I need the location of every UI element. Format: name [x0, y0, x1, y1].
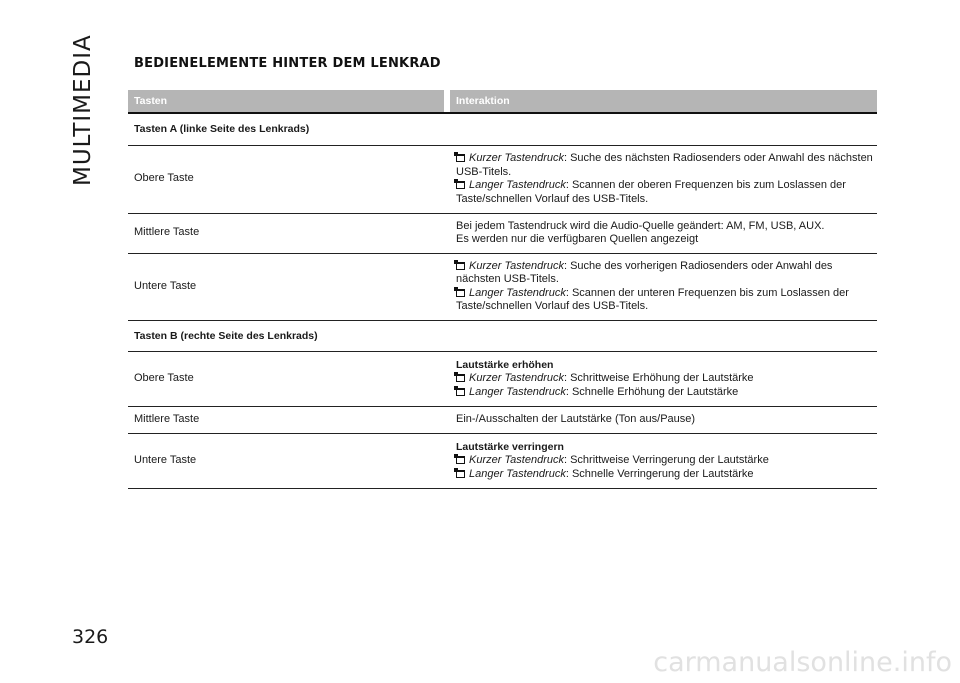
header-interaktion: Interaktion [450, 90, 877, 112]
table-row [128, 146, 877, 214]
description: : Suche des vorherigen Radiosenders oder Anwahl des nächsten USB-Titels. [456, 259, 833, 285]
list-item [456, 386, 877, 400]
bullet-icon [456, 181, 465, 189]
table-row [128, 214, 877, 254]
text-line: Es werden nur die verfügbaren Quellen angezeigt [456, 233, 699, 245]
row-label: Mittlere Taste [134, 413, 200, 426]
list-item [456, 260, 877, 287]
row-subtitle: Lautstärke verringern [456, 440, 564, 453]
term: Langer Tastendruck [469, 385, 566, 398]
row-interaction [450, 359, 877, 400]
description: : Scannen der unteren Frequenzen bis zum Loslassen der Taste/schnellen Vorlauf des USB-Titels. [456, 286, 849, 312]
term: Kurzer Tastendruck [469, 372, 564, 385]
chapter-side-label: MULTIMEDIA [70, 34, 96, 186]
row-label: Mittlere Taste [134, 226, 200, 239]
bullet-icon [456, 262, 465, 270]
description: : Suche des nächsten Radiosenders oder Anwahl des nächsten USB-Titels. [456, 152, 873, 178]
text-line: Bei jedem Tastendruck wird die Audio-Quelle geändert: AM, FM, USB, AUX. [456, 219, 825, 232]
controls-table [128, 90, 877, 489]
term: Kurzer Tastendruck [469, 454, 564, 467]
table-row [128, 352, 877, 407]
group-a-title: Tasten A (linke Seite des Lenkrads) [128, 114, 877, 146]
row-interaction [450, 441, 877, 482]
bullet-icon [456, 456, 465, 464]
list-item [456, 372, 877, 386]
row-label: Obere Taste [134, 372, 194, 385]
list-item [456, 179, 877, 206]
page-number: 326 [72, 626, 109, 648]
list-item [456, 468, 877, 482]
list-item [456, 287, 877, 314]
description: : Schnelle Erhöhung der Lautstärke [565, 385, 739, 398]
table-header [128, 90, 877, 114]
header-tasten: Tasten [128, 90, 444, 112]
row-label: Untere Taste [134, 454, 197, 467]
text-line: Ein-/Ausschalten der Lautstärke (Ton aus/Pause) [456, 413, 696, 426]
bullet-icon [456, 289, 465, 297]
section-title: BEDIENELEMENTE HINTER DEM LENKRAD [134, 56, 441, 71]
table-row [128, 254, 877, 321]
term: Langer Tastendruck [469, 286, 566, 299]
row-interaction [450, 152, 877, 206]
table-row [128, 407, 877, 434]
description: : Schrittweise Erhöhung der Lautstärke [563, 372, 754, 385]
table-row [128, 434, 877, 489]
list-item [456, 454, 877, 468]
list-item [456, 152, 877, 179]
term: Langer Tastendruck [469, 467, 566, 480]
bullet-icon [456, 374, 465, 382]
description: : Schnelle Verringerung der Lautstärke [565, 467, 754, 480]
row-label: Obere Taste [134, 172, 194, 185]
bullet-icon [456, 154, 465, 162]
term: Langer Tastendruck [469, 179, 566, 191]
description: : Schrittweise Verringerung der Lautstärke [563, 454, 769, 467]
watermark: carmanualsonline.info [653, 647, 952, 678]
term: Kurzer Tastendruck [469, 152, 564, 164]
term: Kurzer Tastendruck [469, 259, 564, 272]
description: : Scannen der oberen Frequenzen bis zum Loslassen der Taste/schnellen Vorlauf des USB-Titels. [456, 179, 846, 205]
row-interaction [450, 260, 877, 314]
row-interaction [450, 413, 877, 427]
bullet-icon [456, 470, 465, 478]
row-label: Untere Taste [134, 279, 197, 292]
row-subtitle: Lautstärke erhöhen [456, 358, 554, 371]
bullet-icon [456, 388, 465, 396]
group-b-title: Tasten B (rechte Seite des Lenkrads) [128, 321, 877, 353]
row-interaction [450, 220, 877, 247]
